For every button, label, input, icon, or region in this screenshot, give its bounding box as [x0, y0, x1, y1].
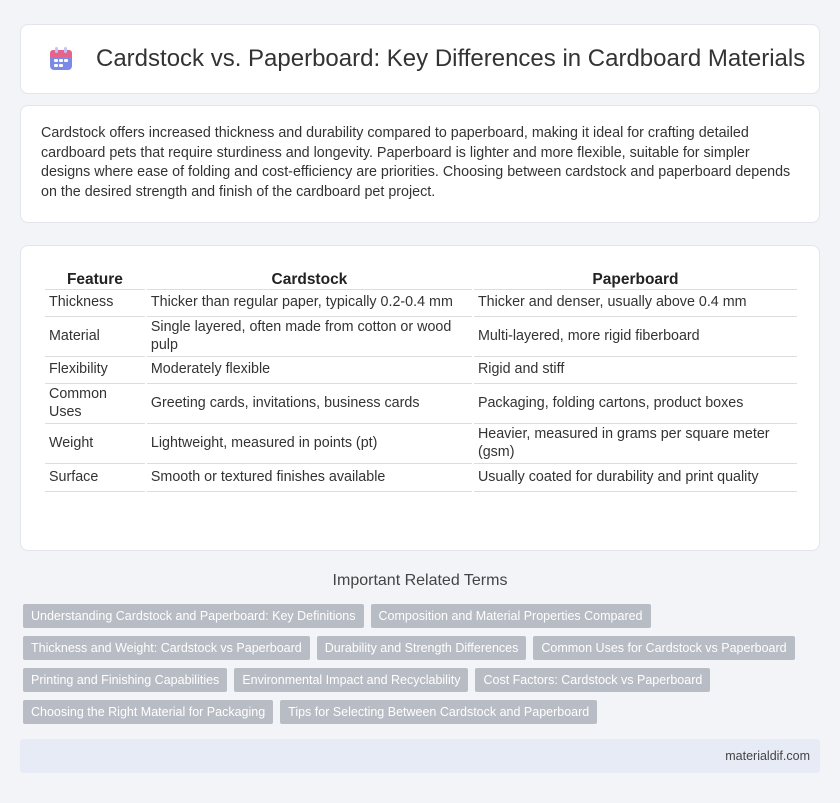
page-header — [20, 24, 820, 94]
table-cell-cardstock: Moderately flexible — [147, 357, 472, 384]
related-terms-tags — [23, 604, 813, 724]
footer — [20, 739, 820, 773]
table-cell-paperboard: Thicker and denser, usually above 0.4 mm — [474, 290, 797, 317]
summary-text: Cardstock offers increased thickness and durability compared to paperboard, making it ideal for crafting detailed cardboard pets that require sturdiness and longevity. Paperboard is lighter and more flexible, suitable for simpler designs where ease of folding and cost-efficiency are priorities. Choosing between cardstock and paperboard depends on the desired strength and finish of the cardboard pet project. — [41, 125, 791, 200]
comparison-table-card — [20, 245, 820, 551]
footer-site-link[interactable]: materialdif.com — [725, 749, 810, 763]
table-cell-paperboard: Heavier, measured in grams per square meter (gsm) — [474, 424, 797, 464]
related-term-tag[interactable]: Durability and Strength Differences — [317, 636, 527, 660]
table-cell-cardstock: Single layered, often made from cotton or wood pulp — [147, 317, 472, 357]
table-row — [45, 290, 797, 317]
table-cell-paperboard: Multi-layered, more rigid fiberboard — [474, 317, 797, 357]
related-term-tag[interactable]: Choosing the Right Material for Packaging — [23, 700, 273, 724]
related-term-tag[interactable]: Cost Factors: Cardstock vs Paperboard — [475, 668, 710, 692]
table-row — [45, 424, 797, 464]
column-header-paperboard: Paperboard — [474, 262, 797, 290]
calendar-icon — [47, 45, 75, 73]
related-term-tag[interactable]: Thickness and Weight: Cardstock vs Paperboard — [23, 636, 310, 660]
table-cell-feature: Common Uses — [45, 384, 145, 424]
table-cell-paperboard: Usually coated for durability and print quality — [474, 464, 797, 492]
table-row — [45, 357, 797, 384]
comparison-table — [43, 262, 799, 492]
related-term-tag[interactable]: Understanding Cardstock and Paperboard: Key Definitions — [23, 604, 364, 628]
table-cell-paperboard: Packaging, folding cartons, product boxes — [474, 384, 797, 424]
column-header-cardstock: Cardstock — [147, 262, 472, 290]
table-cell-feature: Surface — [45, 464, 145, 492]
table-cell-cardstock: Smooth or textured finishes available — [147, 464, 472, 492]
related-term-tag[interactable]: Common Uses for Cardstock vs Paperboard — [533, 636, 794, 660]
page-title: Cardstock vs. Paperboard: Key Differences in Cardboard Materials — [96, 45, 806, 72]
related-terms-title: Important Related Terms — [332, 572, 508, 589]
table-row — [45, 317, 797, 357]
table-cell-feature: Weight — [45, 424, 145, 464]
related-term-tag[interactable]: Tips for Selecting Between Cardstock and Paperboard — [280, 700, 597, 724]
related-term-tag[interactable]: Environmental Impact and Recyclability — [234, 668, 468, 692]
table-header-row — [45, 262, 797, 290]
table-cell-feature: Material — [45, 317, 145, 357]
summary-card — [20, 105, 820, 223]
table-cell-paperboard: Rigid and stiff — [474, 357, 797, 384]
table-row — [45, 464, 797, 492]
table-cell-cardstock: Thicker than regular paper, typically 0.2-0.4 mm — [147, 290, 472, 317]
column-header-feature: Feature — [45, 262, 145, 290]
table-cell-feature: Thickness — [45, 290, 145, 317]
related-term-tag[interactable]: Printing and Finishing Capabilities — [23, 668, 227, 692]
related-term-tag[interactable]: Composition and Material Properties Compared — [371, 604, 651, 628]
table-cell-cardstock: Greeting cards, invitations, business cards — [147, 384, 472, 424]
table-cell-feature: Flexibility — [45, 357, 145, 384]
table-row — [45, 384, 797, 424]
table-cell-cardstock: Lightweight, measured in points (pt) — [147, 424, 472, 464]
